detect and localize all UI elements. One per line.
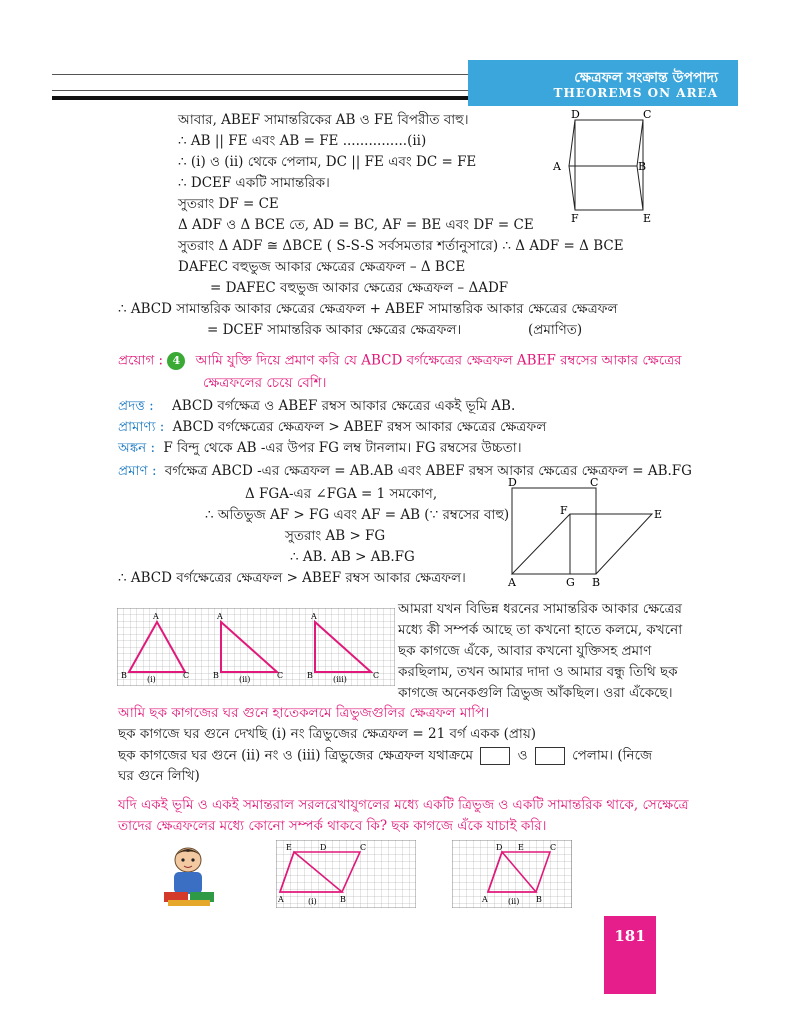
proof-line: = DCEF সামান্তরিক আকার ক্ষেত্রের ক্ষেত্রফল। (207, 322, 462, 338)
label-f: F (560, 504, 568, 517)
label-d: D (496, 843, 503, 852)
grid-triangles-figure (117, 608, 395, 686)
label-b: B (340, 895, 346, 904)
label-d: D (571, 108, 580, 121)
child-illustration (158, 842, 220, 908)
proof2-line-2: Δ FGA-এর ∠FGA = 1 সমকোণ, (245, 486, 438, 502)
proof-line: সুতরাং DF = CE (178, 196, 279, 212)
label-b: B (536, 895, 542, 904)
label-c: C (643, 108, 652, 121)
chapter-title-english: THEOREMS ON AREA (553, 86, 718, 100)
label-c: C (550, 843, 557, 852)
parallelogram-abcd (569, 120, 643, 166)
rhombus-abef (512, 514, 652, 574)
label-a: A (553, 160, 561, 173)
label-a: A (217, 612, 223, 621)
given-label: প্রদত্ত : (118, 398, 154, 414)
header-rule-thick (52, 96, 472, 100)
proof-label: প্রমাণ : (118, 463, 157, 479)
answer-box-ii[interactable] (480, 747, 510, 765)
header-rule-thin-2 (52, 90, 472, 91)
measure-line-1: ছক কাগজে ঘর গুনে দেখছি (i) নং ত্রিভুজের ক্ষেত্রফল = 21 বর্গ একক (প্রায়) (118, 726, 537, 742)
label-c: C (183, 671, 190, 680)
narrative-line: কাগজে অনেকগুলি ত্রিভুজ আঁকছিল। ওরা এঁকেছে। (398, 685, 673, 701)
label-d: D (320, 843, 327, 852)
grid-figure-ii (452, 840, 572, 908)
proof-line: = DAFEC বহুভুজ আকার ক্ষেত্রের ক্ষেত্রফল – ΔADF (210, 280, 509, 296)
narrative-line: করছিলাম, তখন আমার দাদা ও আমার বন্ধু তিথি ছক (398, 664, 678, 680)
page-number: 181 (604, 916, 656, 994)
proof2-line-4: সুতরাং AB > FG (285, 528, 386, 544)
label-b: B (213, 671, 219, 680)
application-text-2: ক্ষেত্রফলের চেয়ে বেশি। (203, 375, 327, 391)
question-line-2: তাদের ক্ষেত্রফলের মধ্যে কোনো সম্পর্ক থাকবে কি? ছক কাগজে এঁকে যাচাই করি। (118, 818, 547, 834)
label-c: C (373, 671, 380, 680)
to-prove-label: প্রামাণ্য : (118, 419, 165, 435)
label-ii: (ii) (508, 897, 520, 906)
label-a: A (153, 612, 159, 621)
proof-line: ∴ DCEF একটি সামান্তরিক। (178, 175, 330, 191)
proof-line: ∴ (i) ও (ii) থেকে পেলাম, DC || FE এবং DC = FE (178, 154, 477, 170)
question-line-1: যদি একই ভূমি ও একই সমান্তরাল সরলরেখাযুগলের মধ্যে একটি ত্রিভুজ ও একটি সামান্তরিক থাকে, সেক্ষেত্রে (118, 797, 689, 813)
application-text-1: আমি যুক্তি দিয়ে প্রমাণ করি যে ABCD বর্গক্ষেত্রের ক্ষেত্রফল ABEF রম্বসের আকার ক্ষেত্রের (195, 352, 682, 369)
label-e: E (518, 843, 524, 852)
label-e: E (643, 212, 652, 225)
proof2-line-3: ∴ অতিভুজ AF > FG এবং AF = AB (∵ রম্বসের বাহু) (205, 507, 510, 523)
proof-line: সুতরাং Δ ADF ≅ ΔBCE ( S-S-S সর্বসমতার শর্তানুসারে) ∴ Δ ADF = Δ BCE (178, 238, 624, 254)
label-iii: (iii) (333, 675, 347, 684)
measure-heading: আমি ছক কাগজের ঘর গুনে হাতেকলমে ত্রিভুজগুলির ক্ষেত্রফল মাপি। (118, 705, 490, 721)
narrative-line: মধ্যে কী সম্পর্ক আছে তা কখনো হাতে কলমে, কখনো (398, 622, 683, 638)
proof-line: আবার, ABEF সামান্তরিকের AB ও FE বিপরীত বাহু। (178, 112, 469, 128)
label-c: C (277, 671, 284, 680)
to-prove-text: ABCD বর্গক্ষেত্রের ক্ষেত্রফল > ABEF রম্বস আকার ক্ষেত্রের ক্ষেত্রফল (172, 419, 547, 435)
label-a: A (482, 895, 488, 904)
construction-line (118, 440, 522, 457)
label-c: C (360, 843, 367, 852)
given-text: ABCD বর্গক্ষেত্র ও ABEF রম্বস আকার ক্ষেত্রের একই ভূমি AB. (171, 398, 516, 414)
given-line (118, 398, 515, 415)
measure-line-3: ঘর গুনে লিখি) (118, 768, 200, 784)
application-label: প্রয়োগ : (118, 352, 164, 369)
measure-line-2-a: ছক কাগজের ঘর গুনে (ii) নং ও (iii) ত্রিভুজের ক্ষেত্রফল যথাক্রমে (118, 747, 474, 764)
chapter-header (468, 60, 738, 106)
label-f: F (571, 212, 579, 225)
parallelogram-abef (569, 166, 643, 210)
label-b: B (592, 576, 601, 589)
proof2-line-6: ∴ ABCD বর্গক্ষেত্রের ক্ষেত্রফল > ABEF রম্বস আকার ক্ষেত্রফল। (118, 570, 466, 586)
chapter-title-bengali: ক্ষেত্রফল সংক্রান্ত উপপাদ্য (574, 70, 718, 86)
proof-line: Δ ADF ও Δ BCE তে, AD = BC, AF = BE এবং DF = CE (178, 217, 534, 233)
proof-line: ∴ ABCD সামান্তরিক আকার ক্ষেত্রের ক্ষেত্রফল + ABEF সামান্তরিক আকার ক্ষেত্রের ক্ষেত্রফল (118, 301, 618, 317)
measure-line-2-b: ও (517, 747, 528, 764)
figure-square-rhombus (500, 476, 680, 590)
label-ii: (ii) (239, 675, 251, 684)
proved-mark: (প্রমাণিত) (528, 322, 583, 338)
label-a: A (311, 612, 317, 621)
answer-box-iii[interactable] (535, 747, 565, 765)
label-b: B (638, 160, 647, 173)
grid-figure-i (276, 840, 416, 908)
construction-label: অঙ্কন : (118, 440, 156, 456)
label-a: A (278, 895, 284, 904)
application-line-1 (118, 352, 682, 370)
label-e: E (654, 508, 663, 521)
label-b: B (307, 671, 313, 680)
figure-parallelograms (545, 108, 665, 226)
label-i: (i) (308, 897, 317, 906)
proof-line: DAFEC বহুভুজ আকার ক্ষেত্রের ক্ষেত্রফল – Δ BCE (178, 259, 466, 275)
header-rule-thin (52, 74, 472, 75)
proof2-line-5: ∴ AB. AB > AB.FG (290, 549, 415, 565)
proof-line: ∴ AB || FE এবং AB = FE ...............(ii) (178, 133, 427, 149)
construction-text: F বিন্দু থেকে AB -এর উপর FG লম্ব টানলাম। FG রম্বসের উচ্চতা। (163, 440, 522, 456)
to-prove-line (118, 419, 546, 436)
proof2-text-1: বর্গক্ষেত্র ABCD -এর ক্ষেত্রফল = AB.AB এবং ABEF রম্বস আকার ক্ষেত্রের ক্ষেত্রফল = AB.FG (164, 463, 692, 479)
label-c: C (590, 476, 599, 489)
narrative-line: আমরা যখন বিভিন্ন ধরনের সামান্তরিক আকার ক্ষেত্রের (398, 601, 682, 617)
label-i: (i) (147, 675, 156, 684)
label-a: A (508, 576, 516, 589)
measure-line-2-c: পেলাম। (নিজে (572, 747, 653, 764)
label-e: E (286, 843, 292, 852)
narrative-line: ছক কাগজে এঁকে, আবার কখনো যুক্তিসহ প্রমাণ (398, 643, 652, 659)
label-b: B (121, 671, 127, 680)
label-d: D (508, 476, 517, 489)
application-number: 4 (167, 352, 185, 370)
measure-line-2 (118, 747, 652, 765)
label-g: G (566, 576, 575, 589)
